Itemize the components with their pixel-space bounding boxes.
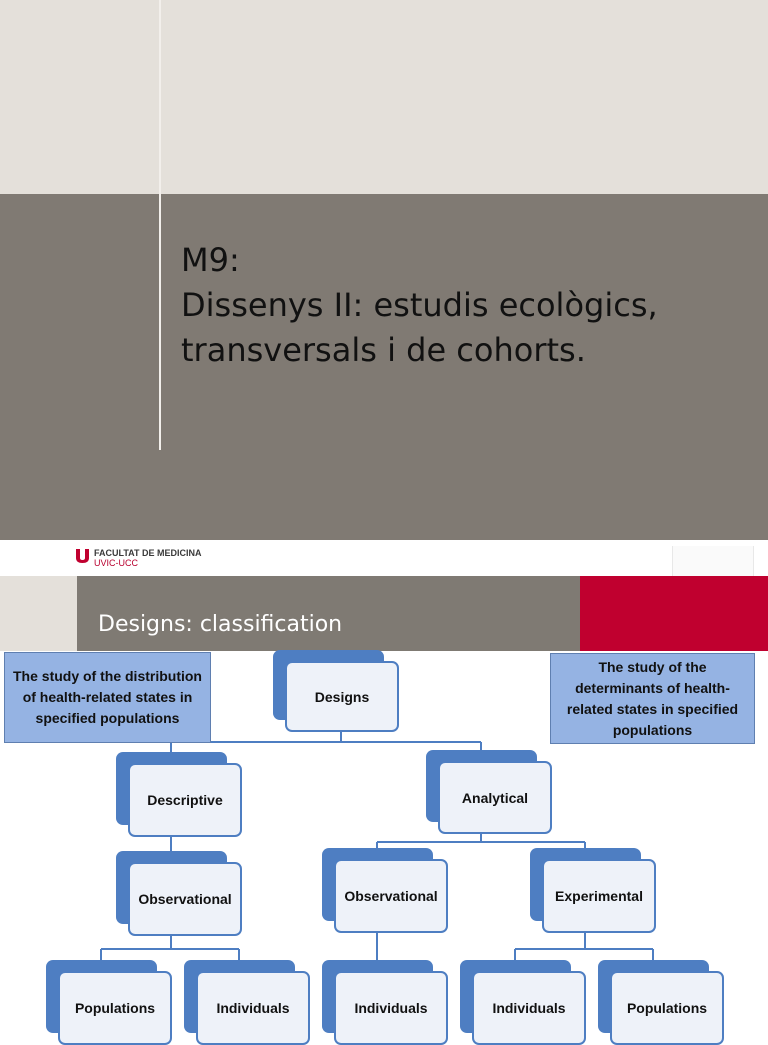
node-label: Experimental [542,859,656,933]
classification-slide [0,540,768,1024]
node-label: Designs [285,661,399,732]
node-label: Observational [334,859,448,933]
slide-title: Designs: classification [98,612,343,637]
node-label: Descriptive [128,763,242,837]
faculty-name: FACULTAT DE MEDICINA [94,548,202,558]
node-analytical [426,750,552,834]
node-individuals [322,960,448,1045]
node-populations [46,960,172,1045]
title-line: M9: [181,241,240,279]
node-label: Observational [128,862,242,936]
node-designs [273,650,399,732]
node-label: Individuals [196,971,310,1045]
analytical-definition-box: The study of the determinants of health-related states in specified populations [550,653,755,744]
title-line: transversals i de cohorts. [181,331,586,369]
node-descriptive-observational [116,851,242,936]
node-descriptive [116,752,242,837]
descriptive-definition-box: The study of the distribution of health-related states in specified populations [4,652,211,743]
node-label: Populations [610,971,724,1045]
node-individuals [460,960,586,1045]
vertical-divider [159,0,161,450]
node-populations [598,960,724,1045]
node-analytical-observational [322,848,448,933]
node-label: Populations [58,971,172,1045]
node-label: Analytical [438,761,552,834]
node-individuals [184,960,310,1045]
node-experimental [530,848,656,933]
title-line: Dissenys II: estudis ecològics, [181,286,658,324]
university-name: UVIC-UCC [94,558,138,568]
slide-title [181,238,741,373]
node-label: Individuals [334,971,448,1045]
top-band [0,0,768,194]
node-label: Individuals [472,971,586,1045]
